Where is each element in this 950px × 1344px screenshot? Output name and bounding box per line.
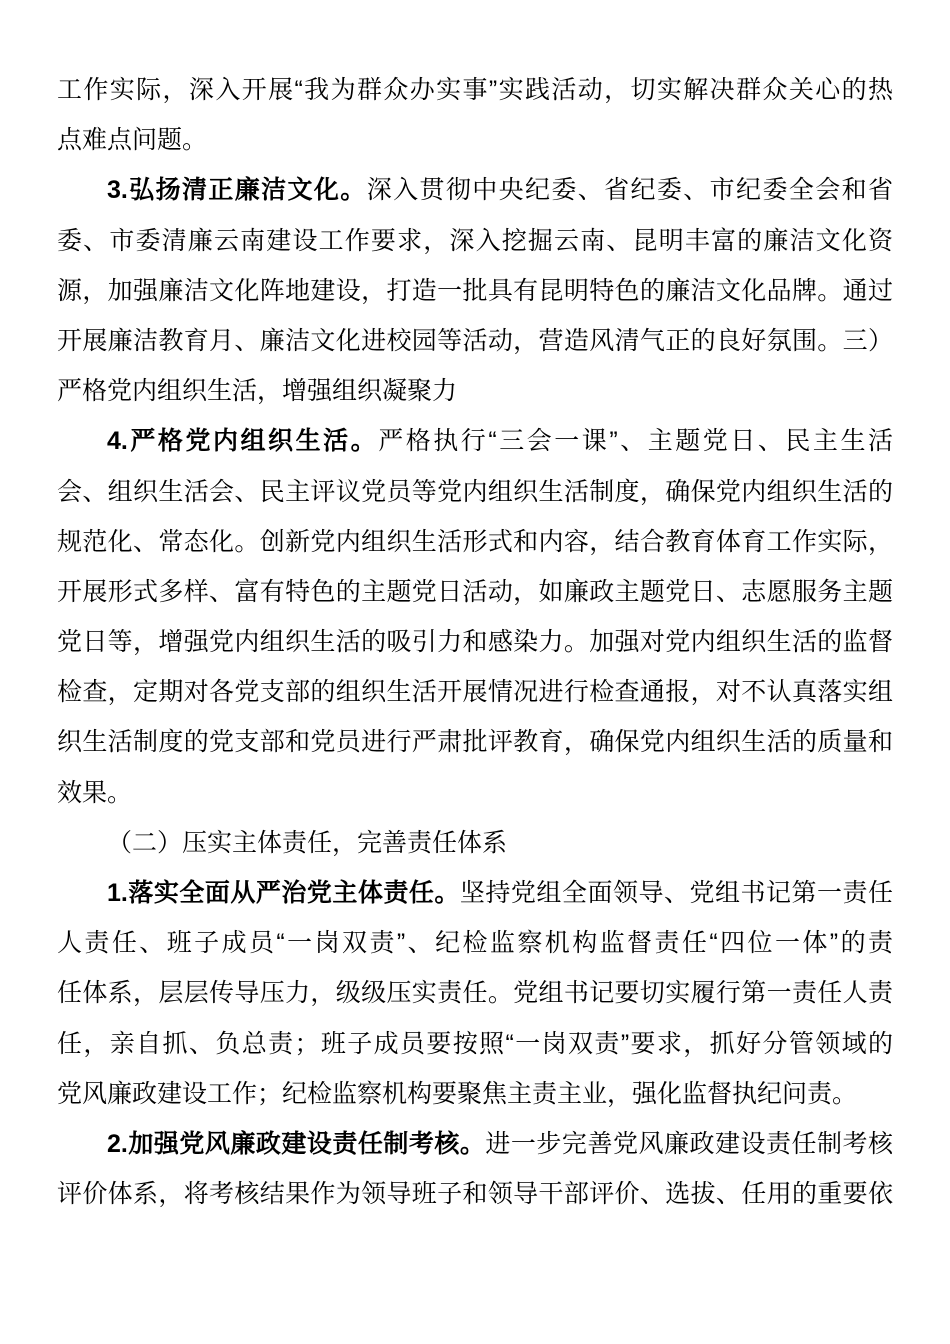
body-text-run: 评价体系，将考核结果作为领导班子和领导干部评价、选拔、任用的重要依 [57,1180,893,1209]
body-text-run: 任体系，层层传导压力，级级压实责任。党组书记要切实履行第一责任人责 [57,979,893,1008]
body-text-run: 坚持党组全面领导、党组书记第一责任 [459,879,893,907]
paragraph-heading-run: 1.落实全面从严治党主体责任。 [107,879,460,907]
text-line [57,366,893,416]
paragraph-heading-run: 3.弘扬清正廉洁文化。 [107,176,367,205]
text-line [57,467,893,517]
text-line [57,115,893,165]
text-line [57,968,893,1018]
text-line [57,1169,893,1219]
text-line [57,818,893,868]
document-text-block [57,65,893,1219]
body-text-run: 严格党内组织生活，增强组织凝聚力 [57,377,458,406]
text-line [57,517,893,567]
text-line [57,1069,893,1119]
body-text-run: 党风廉政建设工作；纪检监察机构要聚焦主责主业，强化监督执纪问责。 [57,1079,858,1108]
text-line [57,567,893,617]
body-text-run: 规范化、常态化。创新党内组织生活形式和内容，结合教育体育工作实际， [57,527,893,556]
text-line [57,617,893,667]
text-line [57,717,893,767]
text-line [57,918,893,968]
body-text-run: 工作实际，深入开展“我为群众办实事”实践活动，切实解决群众关心的热 [57,76,893,104]
text-line [57,266,893,316]
text-line [57,216,893,266]
text-line [57,768,893,818]
body-text-run: （二）压实主体责任，完善责任体系 [107,828,508,857]
body-text-run: 开展形式多样、富有特色的主题党日活动，如廉政主题党日、志愿服务主题 [57,577,893,606]
text-line [57,65,893,115]
body-text-run: 人责任、班子成员“一岗双责”、纪检监察机构监督责任“四位一体”的责 [57,929,893,958]
text-line [57,316,893,366]
body-text-run: 委、市委清廉云南建设工作要求，深入挖掘云南、昆明丰富的廉洁文化资 [57,226,893,255]
body-text-run: 进一步完善党风廉政建设责任制考核 [485,1129,893,1158]
body-text-run: 党日等，增强党内组织生活的吸引力和感染力。加强对党内组织生活的监督 [57,628,893,657]
body-text-run: 织生活制度的党支部和党员进行严肃批评教育，确保党内组织生活的质量和 [57,728,893,757]
text-line [57,1019,893,1069]
body-text-run: 检查，定期对各党支部的组织生活开展情况进行检查通报，对不认真落实组 [57,678,893,707]
paragraph-heading-run: 4.严格党内组织生活。 [107,427,379,456]
body-text-run: 开展廉洁教育月、廉洁文化进校园等活动，营造风清气正的良好氛围。三） [57,326,893,355]
text-line [57,1119,893,1169]
body-text-run: 任，亲自抓、负总责；班子成员要按照“一岗双责”要求，抓好分管领域的 [57,1029,893,1058]
body-text-run: 点难点问题。 [57,126,208,155]
body-text-run: 效果。 [57,778,133,807]
text-line [57,868,893,918]
body-text-run: 会、组织生活会、民主评议党员等党内组织生活制度，确保党内组织生活的 [57,477,893,506]
text-line [57,416,893,466]
body-text-run: 深入贯彻中央纪委、省纪委、市纪委全会和省 [366,176,893,205]
body-text-run: 源，加强廉洁文化阵地建设，打造一批具有昆明特色的廉洁文化品牌。通过 [57,276,893,305]
body-text-run: 严格执行“三会一课”、主题党日、民主生活 [378,427,893,456]
text-line [57,667,893,717]
paragraph-heading-run: 2.加强党风廉政建设责任制考核。 [107,1129,486,1158]
text-line [57,165,893,215]
